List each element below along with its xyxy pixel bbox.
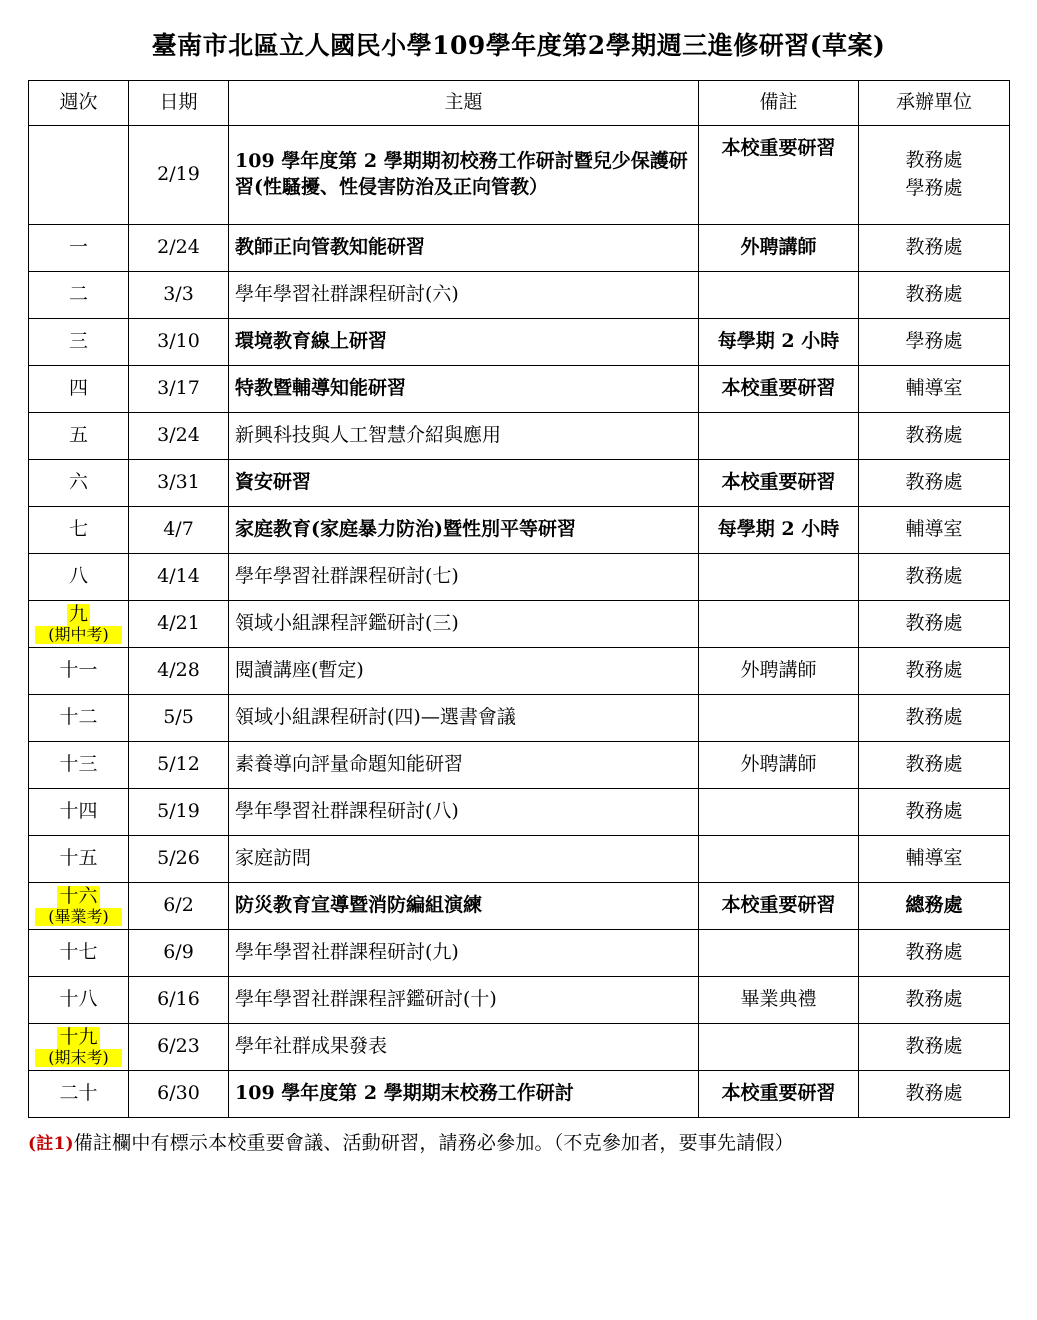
week-number: 一 (68, 236, 88, 259)
cell-topic: 素養導向評量命題知能研習 (229, 742, 699, 789)
table-row (29, 601, 1010, 648)
cell-department: 教務處 (859, 648, 1010, 695)
cell-note: 本校重要研習 (699, 460, 859, 507)
week-number: 二十 (59, 1082, 98, 1105)
week-number: 六 (68, 471, 88, 494)
cell-topic: 特教暨輔導知能研習 (229, 366, 699, 413)
cell-topic: 109 學年度第 2 學期期初校務工作研討暨兒少保護研習(性騷擾、性侵害防治及正向管教） (229, 126, 699, 225)
table-row (29, 789, 1010, 836)
cell-topic: 家庭訪問 (229, 836, 699, 883)
week-number: 三 (68, 330, 88, 353)
cell-week (29, 883, 129, 930)
cell-week (29, 225, 129, 272)
cell-topic: 教師正向管教知能研習 (229, 225, 699, 272)
week-number: 八 (68, 565, 88, 588)
cell-week (29, 789, 129, 836)
cell-note (699, 789, 859, 836)
department-secondary: 學務處 (905, 177, 963, 199)
table-row (29, 126, 1010, 225)
cell-topic: 防災教育宣導暨消防編組演練 (229, 883, 699, 930)
table-row (29, 1071, 1010, 1118)
cell-week (29, 366, 129, 413)
week-number: 十四 (59, 800, 98, 823)
cell-department: 教務處 (859, 977, 1010, 1024)
cell-topic: 學年學習社群課程評鑑研討(十) (229, 977, 699, 1024)
cell-date: 3/10 (129, 319, 229, 366)
cell-note (699, 836, 859, 883)
cell-date: 6/9 (129, 930, 229, 977)
cell-department: 教務處 (859, 413, 1010, 460)
week-exam-note: (畢業考) (35, 908, 122, 926)
week-exam-note: (期中考) (35, 626, 122, 644)
cell-topic: 學年學習社群課程研討(七) (229, 554, 699, 601)
cell-note: 外聘講師 (699, 742, 859, 789)
week-number: 十六 (59, 884, 98, 907)
table-row (29, 648, 1010, 695)
cell-topic: 家庭教育(家庭暴力防治)暨性別平等研習 (229, 507, 699, 554)
cell-topic: 領域小組課程研討(四)—選書會議 (229, 695, 699, 742)
cell-department: 教務處 (859, 742, 1010, 789)
document-page (0, 26, 1037, 1320)
footnote-text: 備註欄中有標示本校重要會議、活動研習，請務必參加。（不克參加者，要事先請假） (73, 1132, 794, 1154)
cell-date: 5/12 (129, 742, 229, 789)
cell-note: 本校重要研習 (699, 366, 859, 413)
cell-department: 學務處 (859, 319, 1010, 366)
footnote-tag: (註1) (28, 1134, 74, 1154)
cell-week (29, 507, 129, 554)
cell-department: 教務處 (859, 695, 1010, 742)
table-row (29, 272, 1010, 319)
cell-department: 總務處 (859, 883, 1010, 930)
table-row (29, 507, 1010, 554)
table-row (29, 977, 1010, 1024)
column-header-topic: 主題 (229, 81, 699, 126)
table-row (29, 930, 1010, 977)
cell-note: 每學期 2 小時 (699, 507, 859, 554)
table-row (29, 225, 1010, 272)
cell-note: 畢業典禮 (699, 977, 859, 1024)
cell-department: 輔導室 (859, 366, 1010, 413)
cell-topic: 學年學習社群課程研討(九) (229, 930, 699, 977)
week-exam-note: (期末考) (35, 1049, 122, 1067)
cell-note (699, 695, 859, 742)
week-number: 五 (68, 424, 88, 447)
table-row (29, 366, 1010, 413)
cell-topic: 學年社群成果發表 (229, 1024, 699, 1071)
table-row (29, 695, 1010, 742)
cell-note (699, 272, 859, 319)
cell-date: 2/19 (129, 126, 229, 225)
column-header-dept: 承辦單位 (859, 81, 1010, 126)
cell-date: 5/5 (129, 695, 229, 742)
cell-date: 3/24 (129, 413, 229, 460)
week-number: 四 (68, 377, 88, 400)
cell-week (29, 272, 129, 319)
cell-department: 教務處 (859, 554, 1010, 601)
cell-week (29, 930, 129, 977)
cell-week (29, 836, 129, 883)
cell-topic: 新興科技與人工智慧介紹與應用 (229, 413, 699, 460)
cell-department: 教務處 (859, 225, 1010, 272)
week-number: 二 (68, 283, 88, 306)
cell-note: 每學期 2 小時 (699, 319, 859, 366)
cell-week (29, 648, 129, 695)
table-row (29, 413, 1010, 460)
cell-note (699, 413, 859, 460)
table-row (29, 836, 1010, 883)
week-number: 十五 (59, 847, 98, 870)
table-row (29, 460, 1010, 507)
column-header-week: 週次 (29, 81, 129, 126)
cell-note: 本校重要研習 (699, 883, 859, 930)
schedule-body (29, 126, 1010, 1118)
cell-department: 教務處 (859, 272, 1010, 319)
week-number: 十二 (59, 706, 98, 729)
cell-department: 教務處 (859, 1024, 1010, 1071)
cell-date: 3/17 (129, 366, 229, 413)
cell-department: 教務處 (859, 460, 1010, 507)
cell-week (29, 695, 129, 742)
cell-topic: 資安研習 (229, 460, 699, 507)
cell-department (859, 126, 1010, 225)
cell-note: 本校重要研習 (699, 1071, 859, 1118)
cell-topic: 環境教育線上研習 (229, 319, 699, 366)
cell-department: 輔導室 (859, 836, 1010, 883)
cell-week (29, 460, 129, 507)
table-row (29, 742, 1010, 789)
schedule-table (28, 80, 1010, 1118)
cell-note (699, 554, 859, 601)
cell-department: 輔導室 (859, 507, 1010, 554)
week-number: 十九 (59, 1025, 98, 1048)
cell-date: 6/30 (129, 1071, 229, 1118)
column-header-note: 備註 (699, 81, 859, 126)
cell-week (29, 742, 129, 789)
week-number: 十八 (59, 988, 98, 1011)
cell-note (699, 930, 859, 977)
cell-date: 3/31 (129, 460, 229, 507)
week-number: 十七 (59, 941, 98, 964)
cell-date: 6/23 (129, 1024, 229, 1071)
cell-date: 6/16 (129, 977, 229, 1024)
page-title: 臺南市北區立人國民小學109學年度第2學期週三進修研習(草案) (151, 31, 886, 60)
cell-topic: 領域小組課程評鑑研討(三) (229, 601, 699, 648)
cell-week (29, 601, 129, 648)
cell-date: 4/21 (129, 601, 229, 648)
column-header-date: 日期 (129, 81, 229, 126)
cell-note (699, 601, 859, 648)
cell-department: 教務處 (859, 601, 1010, 648)
cell-week (29, 554, 129, 601)
table-row (29, 554, 1010, 601)
table-row (29, 319, 1010, 366)
cell-week (29, 413, 129, 460)
cell-week (29, 1024, 129, 1071)
cell-note (699, 1024, 859, 1071)
week-number: 十一 (59, 659, 98, 682)
cell-topic: 109 學年度第 2 學期期末校務工作研討 (229, 1071, 699, 1118)
cell-date: 4/14 (129, 554, 229, 601)
cell-date: 4/7 (129, 507, 229, 554)
cell-week (29, 319, 129, 366)
cell-note: 外聘講師 (699, 225, 859, 272)
cell-date: 6/2 (129, 883, 229, 930)
department-primary: 教務處 (905, 149, 963, 172)
table-row (29, 883, 1010, 930)
cell-date: 3/3 (129, 272, 229, 319)
week-number: 九 (68, 602, 88, 625)
cell-date: 2/24 (129, 225, 229, 272)
cell-department: 教務處 (859, 1071, 1010, 1118)
cell-topic: 學年學習社群課程研討(八) (229, 789, 699, 836)
cell-department: 教務處 (859, 930, 1010, 977)
cell-week (29, 977, 129, 1024)
cell-week (29, 126, 129, 225)
cell-topic: 閱讀講座(暫定) (229, 648, 699, 695)
cell-department: 教務處 (859, 789, 1010, 836)
cell-date: 5/19 (129, 789, 229, 836)
cell-topic: 學年學習社群課程研討(六) (229, 272, 699, 319)
footnote (28, 1128, 1009, 1155)
cell-week (29, 1071, 129, 1118)
week-number: 七 (68, 518, 88, 541)
cell-note: 本校重要研習 (699, 126, 859, 225)
cell-date: 5/26 (129, 836, 229, 883)
table-header-row (29, 81, 1010, 126)
week-number: 十三 (59, 753, 98, 776)
table-row (29, 1024, 1010, 1071)
cell-date: 4/28 (129, 648, 229, 695)
cell-note: 外聘講師 (699, 648, 859, 695)
